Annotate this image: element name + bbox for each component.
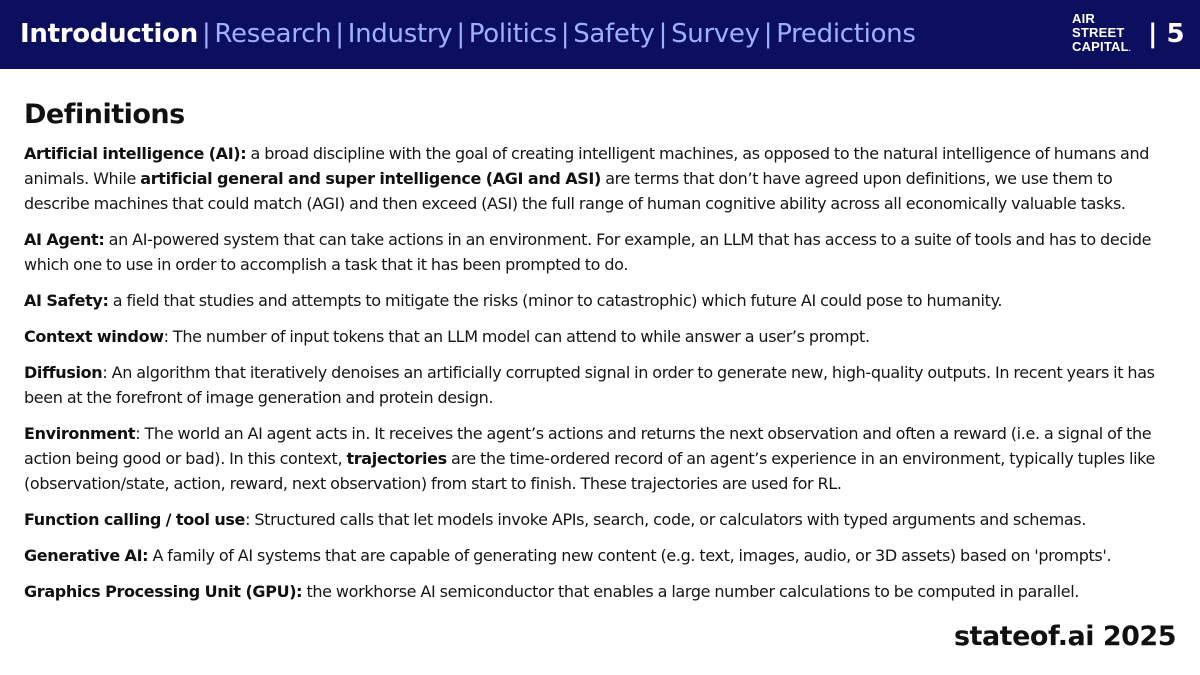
definition-term: AI Agent: bbox=[24, 230, 105, 249]
definition-item bbox=[24, 579, 1176, 604]
definition-item bbox=[24, 288, 1176, 313]
nav-separator: | bbox=[201, 19, 211, 49]
definition-text: are the time-ordered record of an agent’s experience in an environment, typically tuples like (observation/state, action, reward, next observation) from start to finish. These trajectories are used for RL. bbox=[24, 449, 1156, 493]
footer-brand: stateof.ai 2025 bbox=[953, 621, 1176, 652]
definition-term: Artificial intelligence (AI): bbox=[24, 144, 247, 163]
definition-term: Diffusion bbox=[24, 363, 103, 382]
definition-text: the workhorse AI semiconductor that enables a large number calculations to be computed in parallel. bbox=[302, 582, 1080, 601]
nav-tab-introduction[interactable]: Introduction bbox=[20, 19, 198, 49]
definition-term: Context window bbox=[24, 327, 164, 346]
nav-tab-predictions[interactable]: Predictions bbox=[776, 19, 916, 49]
definition-text: are terms that don’t have agreed upon definitions, we use them to describe machines that could match (AGI) and then exceed (ASI) the full range of human cognitive ability across all economically valuable tasks. bbox=[24, 169, 1126, 213]
section-nav bbox=[20, 17, 916, 51]
logo-line: STREET bbox=[1072, 25, 1125, 40]
definition-term: AI Safety: bbox=[24, 291, 109, 310]
nav-tab-politics[interactable]: Politics bbox=[468, 19, 557, 49]
definition-text: : The world an AI agent acts in. It receives the agent’s actions and returns the next observation and often a reward (i.e. a signal of the action being good or bad). In this context, bbox=[24, 424, 1152, 468]
definition-term: Environment bbox=[24, 424, 136, 443]
definition-item bbox=[24, 141, 1176, 216]
top-banner bbox=[0, 0, 1200, 69]
nav-tab-research[interactable]: Research bbox=[214, 19, 332, 49]
definition-item bbox=[24, 360, 1176, 410]
definition-text: a field that studies and attempts to mitigate the risks (minor to catastrophic) which future AI could pose to humanity. bbox=[108, 291, 1003, 310]
definition-item bbox=[24, 507, 1176, 532]
page-number: | 5 bbox=[1148, 19, 1185, 49]
definition-term: Graphics Processing Unit (GPU): bbox=[24, 582, 303, 601]
definition-term: Function calling / tool use bbox=[24, 510, 246, 529]
nav-tab-industry[interactable]: Industry bbox=[347, 19, 453, 49]
nav-tab-survey[interactable]: Survey bbox=[671, 19, 760, 49]
definition-text: an AI-powered system that can take actions in an environment. For example, an LLM that has access to a suite of tools and has to decide which one to use in order to accomplish a task that it has been prompted to do. bbox=[24, 230, 1152, 274]
definition-item bbox=[24, 324, 1176, 349]
definition-text: : Structured calls that let models invoke APIs, search, code, or calculators with typed arguments and schemas. bbox=[245, 510, 1087, 529]
page-title: Definitions bbox=[24, 99, 185, 130]
definition-text: : An algorithm that iteratively denoises an artificially corrupted signal in order to generate new, high-quality outputs. In recent years it has been at the forefront of image generation and protein design. bbox=[24, 363, 1155, 407]
definition-item bbox=[24, 543, 1176, 568]
nav-tab-safety[interactable]: Safety bbox=[573, 19, 655, 49]
nav-separator: | bbox=[335, 19, 344, 49]
definition-text: A family of AI systems that are capable of generating new content (e.g. text, images, audio, or 3D assets) based on 'prompts'. bbox=[148, 546, 1112, 565]
nav-separator: | bbox=[658, 19, 668, 49]
air-street-capital-logo bbox=[1072, 12, 1131, 57]
definition-item bbox=[24, 421, 1176, 496]
definition-term: Generative AI: bbox=[24, 546, 149, 565]
nav-separator: | bbox=[560, 19, 570, 49]
definition-term: artificial general and super intelligence (AGI and ASI) bbox=[140, 169, 601, 188]
definition-term: trajectories bbox=[346, 449, 447, 468]
definition-text: : The number of input tokens that an LLM model can attend to while answer a user’s prompt. bbox=[163, 327, 870, 346]
nav-separator: | bbox=[456, 19, 465, 49]
definition-text: a broad discipline with the goal of creating intelligent machines, as opposed to the natural intelligence of humans and animals. While bbox=[24, 144, 1150, 188]
definition-item bbox=[24, 227, 1176, 277]
logo-line: AIR bbox=[1072, 11, 1095, 26]
logo-line: CAPITAL. bbox=[1072, 39, 1131, 54]
nav-separator: | bbox=[763, 19, 773, 49]
definitions-list bbox=[24, 141, 1176, 615]
